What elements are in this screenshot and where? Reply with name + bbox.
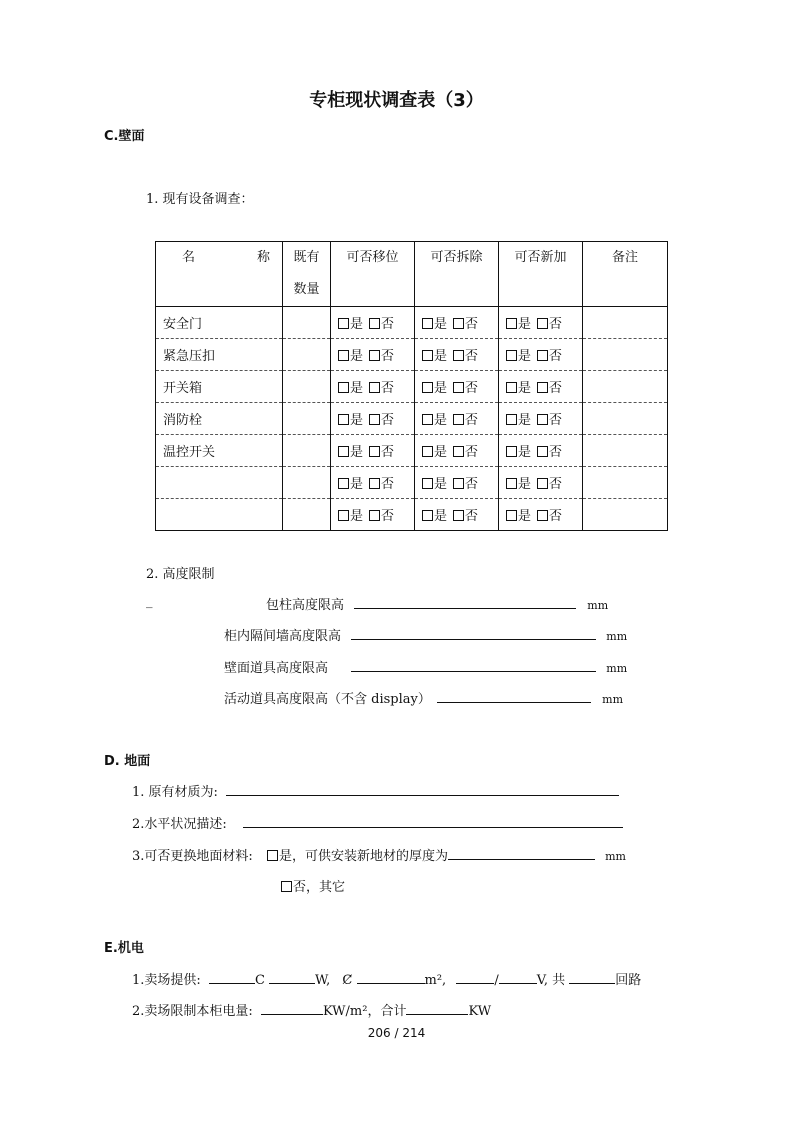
checkbox-no[interactable] — [369, 382, 380, 393]
checkbox-yes[interactable] — [338, 382, 349, 393]
section-e-heading: E.机电 — [104, 941, 144, 956]
qty-cell[interactable] — [283, 499, 331, 531]
header-remarks: 备注 — [583, 242, 668, 307]
checkbox-yes[interactable] — [506, 414, 517, 425]
limit-row: 柜内隔间墙高度限高 mm — [224, 625, 627, 644]
yes-no-cell: 是 否 — [499, 371, 583, 403]
checkbox-no[interactable] — [369, 350, 380, 361]
m2-field[interactable] — [357, 970, 425, 984]
checkbox-no[interactable] — [537, 382, 548, 393]
c-field[interactable] — [209, 970, 255, 984]
limit-field[interactable] — [437, 689, 591, 703]
checkbox-yes[interactable] — [338, 350, 349, 361]
qty-cell[interactable] — [283, 403, 331, 435]
checkbox-yes[interactable] — [506, 318, 517, 329]
table-header-row — [156, 242, 668, 307]
yes-no-cell: 是 否 — [499, 307, 583, 339]
yes-no-cell: 是 否 — [331, 371, 415, 403]
checkbox-yes[interactable] — [422, 478, 433, 489]
page-number: 206 / 214 — [367, 1026, 426, 1040]
checkbox-no[interactable] — [369, 510, 380, 521]
yes-no-cell: 是 否 — [331, 307, 415, 339]
material-field[interactable] — [226, 782, 619, 796]
row-name — [156, 499, 283, 531]
remarks-cell[interactable] — [583, 435, 668, 467]
row-name: 安全门 — [156, 307, 283, 339]
header-movable: 可否移位 — [331, 242, 415, 307]
yes-no-cell: 是 否 — [331, 339, 415, 371]
checkbox-yes[interactable] — [338, 446, 349, 457]
remarks-cell[interactable] — [583, 339, 668, 371]
checkbox-no[interactable] — [453, 478, 464, 489]
qty-cell[interactable] — [283, 339, 331, 371]
row-name: 紧急压扣 — [156, 339, 283, 371]
yes-no-cell: 是 否 — [415, 435, 499, 467]
limit-row: 壁面道具高度限高 mm — [224, 657, 627, 676]
header-qty: 既有 数量 — [283, 242, 331, 307]
loop-field[interactable] — [569, 970, 615, 984]
yes-no-cell: 是 否 — [415, 499, 499, 531]
checkbox-no[interactable] — [537, 478, 548, 489]
checkbox-yes[interactable] — [422, 446, 433, 457]
checkbox-no[interactable] — [537, 350, 548, 361]
yes-no-cell: 是 否 — [331, 467, 415, 499]
table-row — [156, 435, 668, 467]
checkbox-yes[interactable] — [506, 510, 517, 521]
checkbox-no[interactable] — [453, 318, 464, 329]
header-addable: 可否新加 — [499, 242, 583, 307]
table-row — [156, 307, 668, 339]
checkbox-no[interactable] — [453, 510, 464, 521]
checkbox-no[interactable] — [369, 446, 380, 457]
row-name: 消防栓 — [156, 403, 283, 435]
yes-no-cell: 是 否 — [499, 435, 583, 467]
checkbox-no[interactable] — [537, 446, 548, 457]
limit-field[interactable] — [354, 595, 576, 609]
table-row — [156, 467, 668, 499]
yes-no-cell: 是 否 — [499, 467, 583, 499]
checkbox-yes[interactable] — [506, 478, 517, 489]
v1-field[interactable] — [456, 970, 494, 984]
yes-no-cell: 是 否 — [499, 339, 583, 371]
w-field[interactable] — [269, 970, 315, 984]
table-row — [156, 403, 668, 435]
yes-no-cell: 是 否 — [331, 435, 415, 467]
level-field[interactable] — [243, 814, 623, 828]
yes-no-cell: 是 否 — [499, 403, 583, 435]
qty-cell[interactable] — [283, 467, 331, 499]
checkbox-yes[interactable] — [338, 318, 349, 329]
yes-no-cell: 是 否 — [415, 403, 499, 435]
header-name: 名 称 — [156, 242, 283, 307]
limit-field[interactable] — [351, 658, 596, 672]
checkbox-no[interactable] — [453, 350, 464, 361]
yes-no-cell: 是 否 — [415, 467, 499, 499]
page-title: 专柜现状调查表（3） — [309, 90, 484, 111]
checkbox-no[interactable] — [453, 414, 464, 425]
section-d-heading: D. 地面 — [104, 754, 151, 769]
checkbox-no[interactable] — [537, 510, 548, 521]
question-d3-no: 否，其它 — [281, 876, 345, 895]
remarks-cell[interactable] — [583, 403, 668, 435]
header-removable: 可否拆除 — [415, 242, 499, 307]
thickness-field[interactable] — [448, 846, 595, 860]
checkbox-no[interactable] — [453, 382, 464, 393]
question-e2: 2.卖场限制本柜电量: KW/m²，合计 KW — [132, 1000, 491, 1019]
remarks-cell[interactable] — [583, 467, 668, 499]
limit-field[interactable] — [351, 626, 596, 640]
checkbox-no[interactable] — [453, 446, 464, 457]
checkbox-yes[interactable] — [267, 850, 278, 861]
checkbox-yes[interactable] — [506, 350, 517, 361]
qty-cell[interactable] — [283, 435, 331, 467]
checkbox-yes[interactable] — [422, 414, 433, 425]
checkbox-yes[interactable] — [506, 446, 517, 457]
table-row — [156, 339, 668, 371]
checkbox-yes[interactable] — [422, 382, 433, 393]
question-c2: 2. 高度限制 — [146, 567, 215, 582]
equipment-table — [155, 241, 668, 531]
qty-cell[interactable] — [283, 307, 331, 339]
qty-cell[interactable] — [283, 371, 331, 403]
question-d1: 1. 原有材质为: — [132, 781, 619, 800]
yes-no-cell: 是 否 — [415, 307, 499, 339]
checkbox-yes[interactable] — [338, 414, 349, 425]
checkbox-yes[interactable] — [506, 382, 517, 393]
kw-per-m2-field[interactable] — [261, 1001, 323, 1015]
row-name: 开关箱 — [156, 371, 283, 403]
checkbox-no[interactable] — [369, 318, 380, 329]
row-name — [156, 467, 283, 499]
checkbox-yes[interactable] — [422, 318, 433, 329]
question-c1: 1. 现有设备调查： — [146, 192, 254, 207]
yes-no-cell: 是 否 — [499, 499, 583, 531]
limit-row: 包柱高度限高 mm — [266, 594, 608, 613]
question-e1: 1.卖场提供: C W, Ȼ m², / V, 共 回路 — [132, 969, 641, 988]
checkbox-yes[interactable] — [338, 510, 349, 521]
kw-total-field[interactable] — [406, 1001, 468, 1015]
checkbox-no[interactable] — [537, 318, 548, 329]
checkbox-no[interactable] — [281, 881, 292, 892]
dash-mark: _ — [146, 594, 153, 609]
row-name: 温控开关 — [156, 435, 283, 467]
question-d3: 3.可否更换地面材料: 是，可供安装新地材的厚度为 mm — [132, 845, 626, 864]
checkbox-yes[interactable] — [338, 478, 349, 489]
remarks-cell[interactable] — [583, 371, 668, 403]
remarks-cell[interactable] — [583, 307, 668, 339]
table-row — [156, 499, 668, 531]
yes-no-cell: 是 否 — [331, 403, 415, 435]
checkbox-no[interactable] — [537, 414, 548, 425]
checkbox-yes[interactable] — [422, 350, 433, 361]
checkbox-yes[interactable] — [422, 510, 433, 521]
question-d2: 2.水平状况描述: — [132, 813, 623, 832]
limit-row: 活动道具高度限高（不含 display） mm — [224, 688, 623, 707]
checkbox-no[interactable] — [369, 478, 380, 489]
checkbox-no[interactable] — [369, 414, 380, 425]
yes-no-cell: 是 否 — [415, 339, 499, 371]
v2-field[interactable] — [499, 970, 537, 984]
yes-no-cell: 是 否 — [415, 371, 499, 403]
remarks-cell[interactable] — [583, 499, 668, 531]
table-row — [156, 371, 668, 403]
yes-no-cell: 是 否 — [331, 499, 415, 531]
section-c-heading: C.壁面 — [104, 129, 145, 144]
